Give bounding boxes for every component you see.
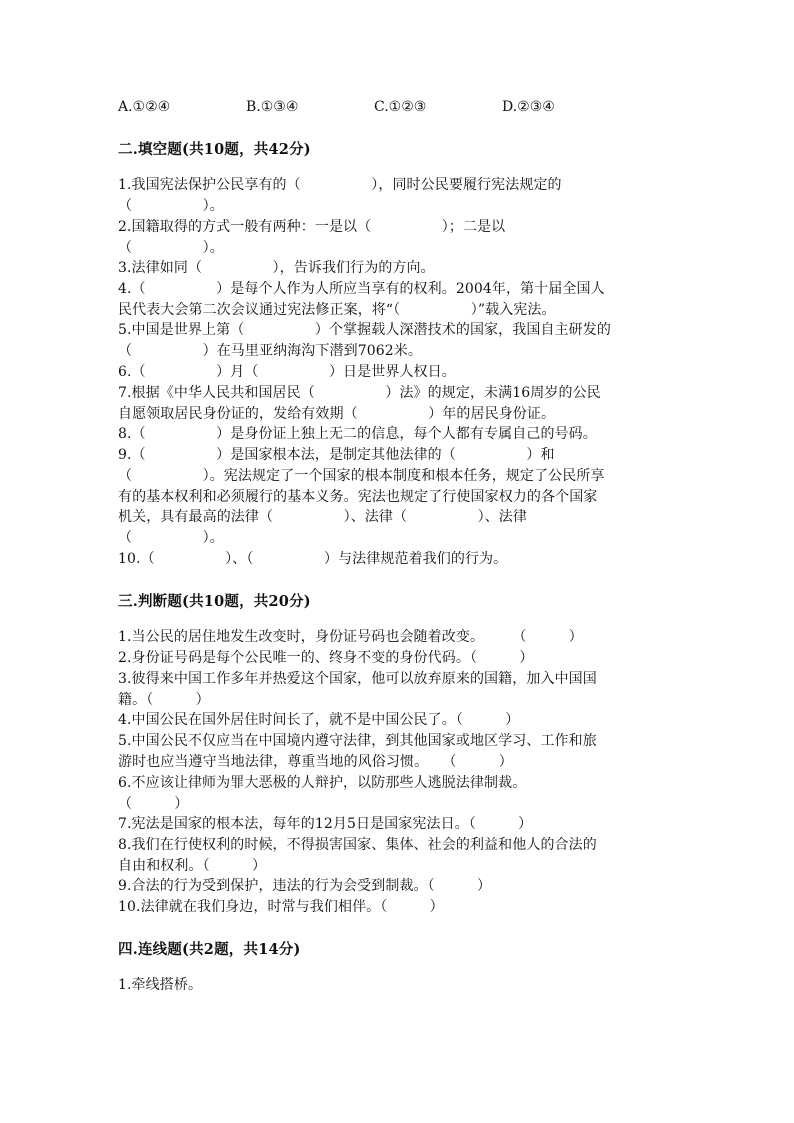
question: 3.彼得来中国工作多年并热爱这个国家，他可以放弃原来的国籍，加入中国国 籍。（ ）	[118, 671, 597, 708]
question: 9.合法的行为受到保护，违法的行为会受到制裁。（ ）	[118, 878, 492, 894]
question: 10.法律就在我们身边，时常与我们相伴。（ ）	[118, 899, 444, 915]
question: 4.中国公民在国外居住时间长了，就不是中国公民了。（ ）	[118, 712, 520, 728]
question: 1.当公民的居住地发生改变时，身份证号码也会随着改变。 （ ）	[118, 629, 583, 645]
question: 1.牵线搭桥。	[118, 977, 203, 993]
question: 9.（ ）是国家根本法，是制定其他法律的（ ）和 （ ）。宪法规定了一个国家的根本制度和根本任务，规定了公民所享 有的基本权利和必须履行的基本义务。宪法也规定了行使国家权力的各个国家 机关，具有最高的法律（ ）、法律（ ）、法律 （ ）。	[118, 447, 605, 547]
question: 7.宪法是国家的根本法，每年的12月5日是国家宪法日。（ ）	[118, 816, 533, 832]
question: 8.我们在行使权利的时候，不得损害国家、集体、社会的利益和他人的合法的 自由和权利。（ ）	[118, 837, 597, 874]
question: 5.中国是世界上第（ ）个掌握载人深潜技术的国家，我国自主研发的 （ ）在马里亚纳海沟下潜到7062米。	[118, 322, 611, 359]
question: 2.国籍取得的方式一般有两种：一是以（ ）；二是以 （ ）。	[118, 219, 506, 256]
section-heading-fill-blank: 二.填空题(共10题，共42分)	[118, 141, 311, 158]
question: 5.中国公民不仅应当在中国境内遵守法律，到其他国家或地区学习、工作和旅 游时也应当遵守当地法律，尊重当地的风俗习惯。 （ ）	[118, 733, 597, 770]
section-heading-true-false: 三.判断题(共10题，共20分)	[118, 593, 311, 610]
option-a: A.①②④	[118, 99, 171, 115]
option-b: B.①③④	[246, 99, 299, 115]
question: 7.根据《中华人民共和国居民（ ）法》的规定，未满16周岁的公民 自愿领取居民身份证的，发给有效期（ ）年的居民身份证。	[118, 385, 601, 422]
question: 3.法律如同（ ），告诉我们行为的方向。	[118, 260, 435, 276]
section-heading-matching: 四.连线题(共2题，共14分)	[118, 941, 301, 958]
question: 10.（ ）、（ ）与法律规范着我们的行为。	[118, 551, 508, 567]
question: 4.（ ）是每个人作为人所应当享有的权利。2004年，第十届全国人 民代表大会第二次会议通过宪法修正案，将“（ ）”载入宪法。	[118, 281, 605, 318]
option-c: C.①②③	[374, 99, 427, 115]
question: 1.我国宪法保护公民享有的（ ），同时公民要履行宪法规定的 （ ）。	[118, 177, 562, 214]
question: 2.身份证号码是每个公民唯一的、终身不变的身份代码。（ ）	[118, 650, 534, 666]
answer-options	[118, 99, 688, 119]
question: 8.（ ）是身份证上独上无二的信息，每个人都有专属自己的号码。	[118, 426, 597, 442]
question: 6.不应该让律师为罪大恶极的人辩护，以防那些人逃脱法律制裁。 （ ）	[118, 775, 527, 812]
question: 6.（ ）月（ ）日是世界人权日。	[118, 364, 456, 380]
option-d: D.②③④	[502, 99, 555, 115]
